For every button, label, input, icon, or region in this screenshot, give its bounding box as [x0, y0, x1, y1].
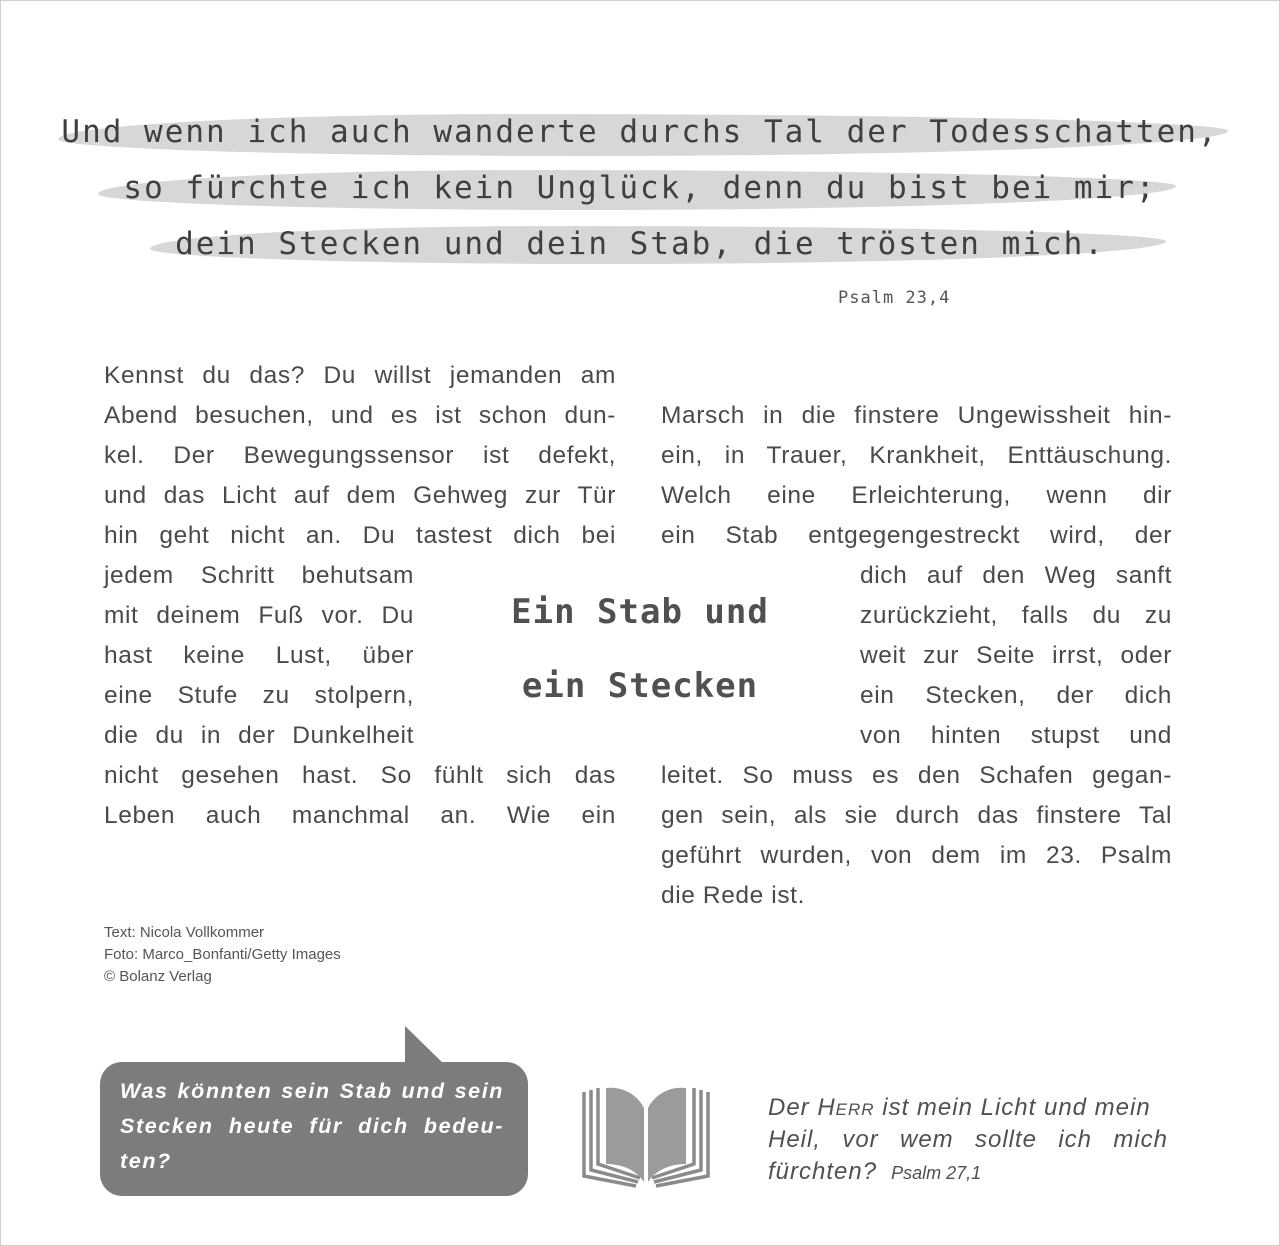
credit-photo: Foto: Marco_Bonfanti/Getty Images — [104, 946, 341, 963]
right-text-line: von hinten stupst und — [860, 722, 1172, 749]
right-text-line: ein Stecken, der dich — [860, 682, 1172, 709]
left-text-line: Kennst du das? Du willst jemanden am — [104, 362, 616, 389]
question-line-1: Was könnten sein Stab und sein — [120, 1079, 504, 1103]
verse-line-2 — [768, 1124, 1168, 1156]
left-text-line: nicht gesehen hast. So fühlt sich das — [104, 762, 616, 789]
right-text-line: Marsch in die finstere Ungewissheit hin- — [661, 402, 1172, 429]
left-text-line: Abend besuchen, und es ist schon dun- — [104, 402, 616, 429]
right-text-line: dich auf den Weg sanft — [860, 562, 1172, 589]
left-text-line: Leben auch manchmal an. Wie ein — [104, 802, 616, 829]
quote-reference: Psalm 23,4 — [838, 288, 951, 308]
left-text-line: und das Licht auf dem Gehweg zur Tür — [104, 482, 616, 509]
right-text-line: Welch eine Erleichterung, wenn dir — [661, 482, 1172, 509]
left-text-line: hast keine Lust, über — [104, 642, 414, 669]
right-text-line: die Rede ist. — [661, 882, 805, 909]
quote-line-1: Und wenn ich auch wanderte durchs Tal der Todesschatten, — [61, 114, 1219, 150]
right-text-line: geführt wurden, von dem im 23. Psalm — [661, 842, 1172, 869]
question-line-2: Stecken heute für dich bedeu- — [120, 1114, 504, 1138]
credits — [104, 922, 341, 988]
section-heading-line-2: ein Stecken — [521, 666, 759, 706]
left-text-line: mit deinem Fuß vor. Du — [104, 602, 414, 629]
right-text-line: ein Stab entgegengestreckt wird, der — [661, 522, 1172, 549]
verse-reference: Psalm 27,1 — [891, 1163, 982, 1183]
right-text-line: weit zur Seite irrst, oder — [860, 642, 1172, 669]
right-text-line: gen sein, als sie durch das finstere Tal — [661, 802, 1172, 829]
credit-publisher: © Bolanz Verlag — [104, 968, 212, 985]
left-text-line: die du in der Dunkelheit — [104, 722, 414, 749]
quote-line-2: so fürchte ich kein Unglück, denn du bist bei mir; — [123, 170, 1157, 206]
section-heading-line-1: Ein Stab und — [511, 592, 769, 632]
verse-text: ist mein Licht und mein — [874, 1094, 1151, 1121]
credit-text: Text: Nicola Vollkommer — [104, 924, 265, 941]
verse-text: fürchten? — [768, 1158, 878, 1185]
question-line-3: ten? — [120, 1149, 172, 1173]
right-text-line: zurückzieht, falls du zu — [860, 602, 1172, 629]
open-book-icon — [580, 1086, 712, 1190]
left-text-line: hin geht nicht an. Du tastest dich bei — [104, 522, 616, 549]
verse-lord: Herr — [817, 1094, 875, 1121]
verse-text: Heil, vor wem sollte ich mich — [768, 1126, 1168, 1153]
left-text-line: eine Stufe zu stolpern, — [104, 682, 414, 709]
verse-line-3 — [768, 1156, 1168, 1189]
left-text-line: jedem Schritt behutsam — [104, 562, 414, 589]
verse-line-1 — [768, 1092, 1168, 1124]
quote-line-3: dein Stecken und dein Stab, die trösten mich. — [175, 226, 1105, 262]
right-text-line: leitet. So muss es den Schafen gegan- — [661, 762, 1172, 789]
left-text-line: kel. Der Bewegungssensor ist defekt, — [104, 442, 616, 469]
right-text-line: ein, in Trauer, Krankheit, Enttäuschung. — [661, 442, 1172, 469]
verse-text: Der — [768, 1094, 818, 1121]
